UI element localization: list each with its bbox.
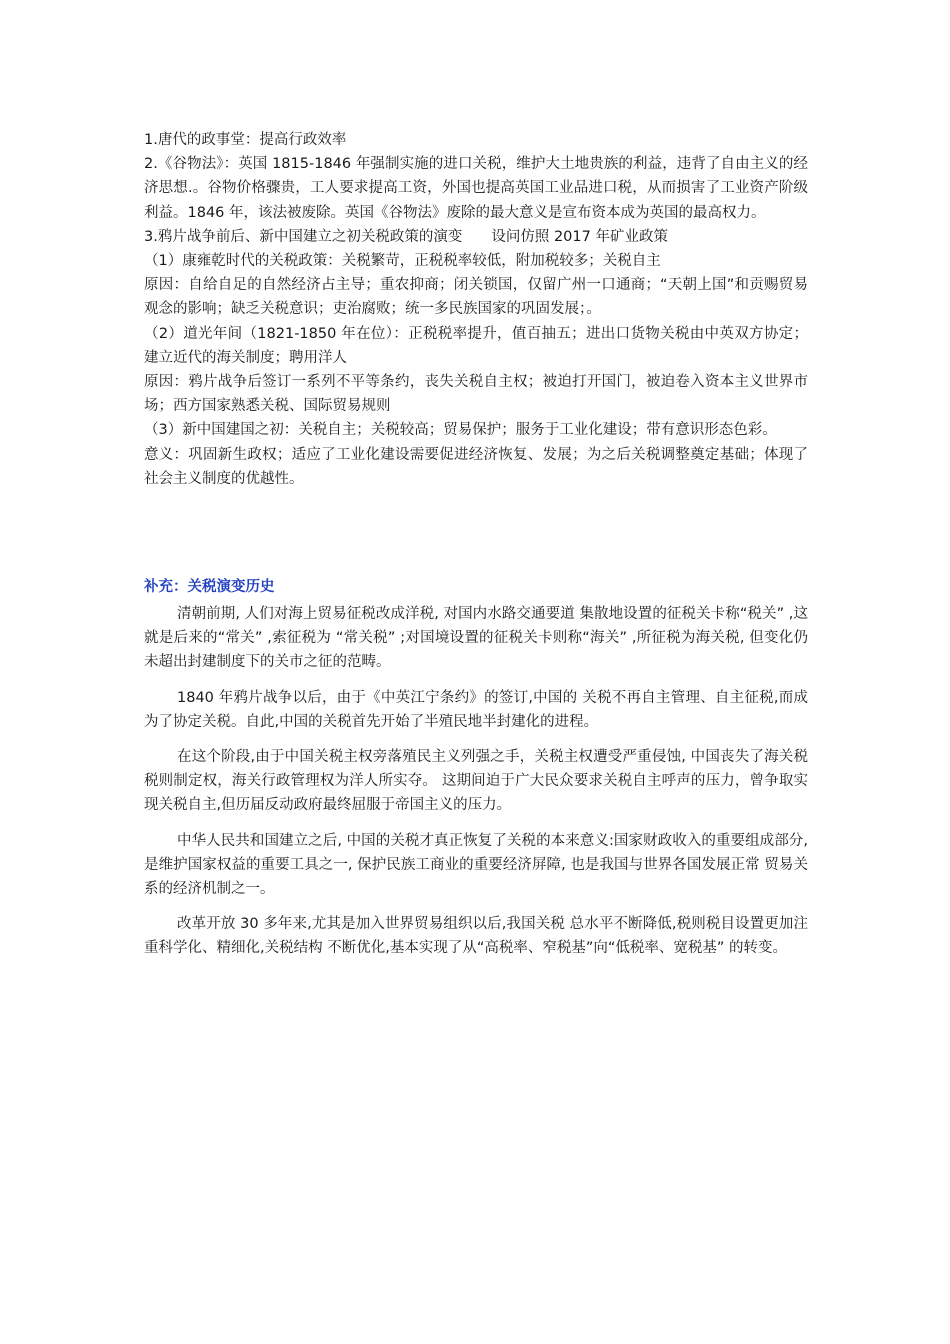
note-corn-laws: 2.《谷物法》：英国 1815-1846 年强制实施的进口关税，维护大土地贵族的利益，违背了自由主义的经济思想.。谷物价格骤贵，工人要求提高工资，外国也提高英国工业品进口税，从而损害了工业资产阶级利益。1846 年，该法被废除。英国《谷物法》废除的最大意义是宣布资本成为英国的最高权力。 <box>144 156 808 221</box>
policy-notes <box>144 128 808 491</box>
note-daoguang-policy: （2）道光年间（1821-1850 年在位）：正税税率提升，值百抽五；进出口货物关税由中英双方协定；建立近代的海关制度；聘用洋人 <box>144 325 808 366</box>
tariff-history <box>144 602 808 972</box>
history-paragraph-prc: 中华人民共和国建立之后, 中国的关税才真正恢复了关税的本来意义:国家财政收入的重要组成部分, 是维护国家权益的重要工具之一, 保护民族工商业的重要经济屏障, 也是我国与世界各国发展正常 贸易关系的经济机制之一。 <box>144 832 808 898</box>
history-paragraph-qing: 清朝前期, 人们对海上贸易征税改成洋税, 对国内水路交通要道 集散地设置的征税关卡称“税关” ,这就是后来的“常关” ,索征税为 “常关税” ;对国境设置的征税关卡则称“海关” ,所征税为海关税, 但变化仍未超出封建制度下的关市之征的范畴。 <box>144 606 808 671</box>
history-paragraph-1840: 1840 年鸦片战争以后，由于《中英江宁条约》的签订,中国的 关税不再自主管理、自主征税,而成为了协定关税。自此,中国的关税首先开始了半殖民地半封建化的进程。 <box>144 689 808 730</box>
note-new-china-significance: 意义：巩固新生政权；适应了工业化建设需要促进经济恢复、发展；为之后关税调整奠定基础；体现了社会主义制度的优越性。 <box>144 446 808 487</box>
note-tang-zhengshitang: 1.唐代的政事堂：提高行政效率 <box>144 132 347 148</box>
note-new-china-policy: （3）新中国建国之初：关税自主；关税较高；贸易保护；服务于工业化建设；带有意识形态色彩。 <box>144 422 777 439</box>
history-paragraph-semi-colonial: 在这个阶段,由于中国关税主权旁落殖民主义列强之手，关税主权遭受严重侵蚀, 中国丧失了海关税税则制定权，海关行政管理权为洋人所实夺。 这期间迫于广大民众要求关税自主呼声的压力，曾争取实现关税自主,但历届反动政府最终屈服于帝国主义的压力。 <box>144 749 808 814</box>
note-tariff-evolution-title: 3.鸦片战争前后、新中国建立之初关税政策的演变 设问仿照 2017 年矿业政策 <box>144 228 668 245</box>
note-kangyongqian-policy: （1）康雍乾时代的关税政策：关税繁苛，正税税率较低，附加税较多；关税自主 <box>144 253 661 270</box>
note-daoguang-reasons: 原因：鸦片战争后签订一系列不平等条约，丧失关税自主权；被迫打开国门，被迫卷入资本主义世界市场；西方国家熟悉关税、国际贸易规则 <box>144 374 808 415</box>
note-kangyongqian-reasons: 原因：自给自足的自然经济占主导；重农抑商；闭关锁国，仅留广州一口通商；“天朝上国”和贡赐贸易观念的影响；缺乏关税意识；吏治腐败；统一多民族国家的巩固发展；。 <box>144 277 808 318</box>
history-paragraph-reform: 改革开放 30 多年来,尤其是加入世界贸易组织以后,我国关税 总水平不断降低,税则税目设置更加注重科学化、精细化,关税结构 不断优化,基本实现了从“高税率、窄税基”向“低税率、宽税基” 的转变。 <box>144 916 808 957</box>
supplement-heading: 补充：关税演变历史 <box>144 579 275 595</box>
